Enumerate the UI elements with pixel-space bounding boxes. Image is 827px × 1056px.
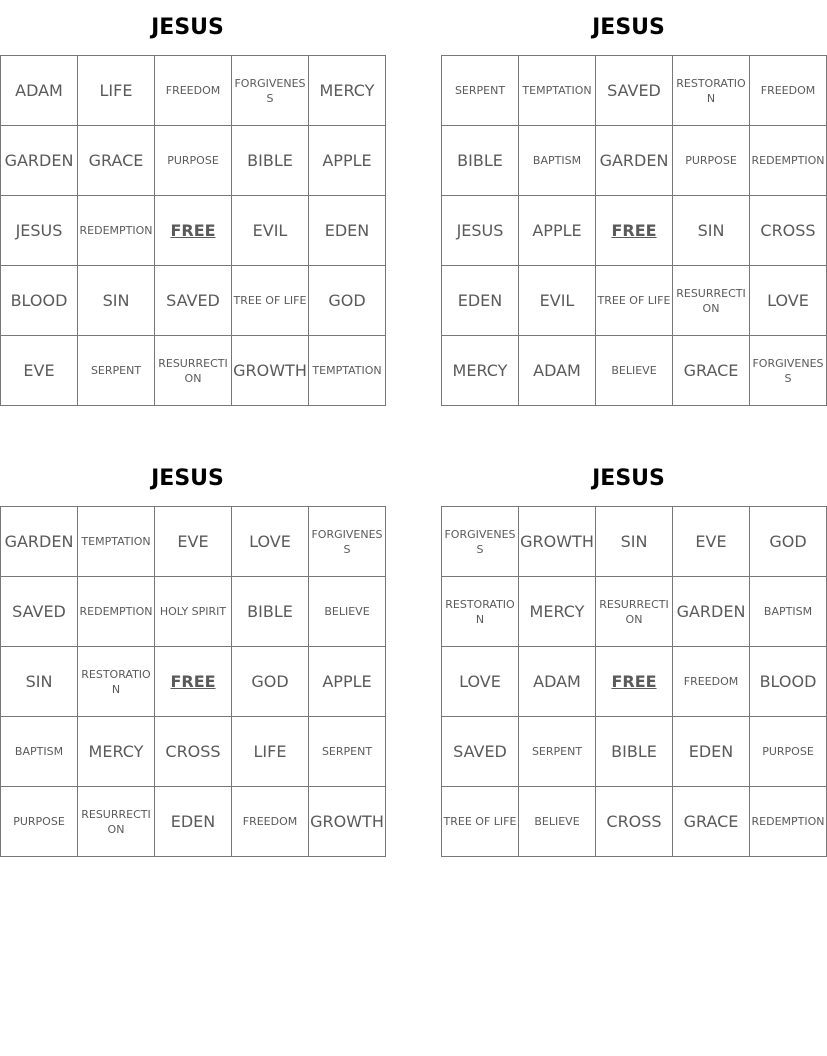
bingo-cell: LIFE (78, 56, 155, 126)
bingo-cell: CROSS (596, 787, 673, 857)
bingo-cell: SAVED (442, 717, 519, 787)
bingo-cell: BIBLE (232, 577, 309, 647)
bingo-cell: GRACE (673, 336, 750, 406)
bingo-row (1, 507, 386, 577)
bingo-cell: BAPTISM (750, 577, 827, 647)
bingo-cell: RESURRECTION (78, 787, 155, 857)
bingo-cell: APPLE (519, 196, 596, 266)
bingo-cell: TREE OF LIFE (596, 266, 673, 336)
bingo-cell: ADAM (519, 336, 596, 406)
bingo-cell: CROSS (155, 717, 232, 787)
bingo-cell: EVE (1, 336, 78, 406)
bingo-cell: JESUS (1, 196, 78, 266)
bingo-cell: FREEDOM (232, 787, 309, 857)
bingo-cell: SERPENT (442, 56, 519, 126)
card-title: JESUS (592, 15, 665, 40)
bingo-cell: BAPTISM (1, 717, 78, 787)
bingo-cell: BLOOD (1, 266, 78, 336)
bingo-cell: FREEDOM (750, 56, 827, 126)
bingo-cell: GARDEN (596, 126, 673, 196)
bingo-cell: APPLE (309, 126, 386, 196)
bingo-cell: REDEMPTION (78, 196, 155, 266)
card-title: JESUS (151, 15, 224, 40)
bingo-row (442, 56, 827, 126)
bingo-cell: JESUS (442, 196, 519, 266)
bingo-cell: BELIEVE (519, 787, 596, 857)
bingo-cell: GOD (309, 266, 386, 336)
bingo-cell: FREE (596, 647, 673, 717)
bingo-row (1, 56, 386, 126)
bingo-cell: SIN (1, 647, 78, 717)
bingo-cell: TREE OF LIFE (442, 787, 519, 857)
card-title: JESUS (592, 466, 665, 491)
bingo-row (442, 196, 827, 266)
bingo-row (442, 717, 827, 787)
bingo-cell: CROSS (750, 196, 827, 266)
bingo-cell: EVIL (232, 196, 309, 266)
bingo-row (1, 717, 386, 787)
bingo-cell: GARDEN (673, 577, 750, 647)
bingo-cell: GRACE (78, 126, 155, 196)
bingo-cell: SIN (673, 196, 750, 266)
bingo-cell: SAVED (155, 266, 232, 336)
bingo-row (1, 196, 386, 266)
bingo-cell: MERCY (309, 56, 386, 126)
bingo-cell: GRACE (673, 787, 750, 857)
bingo-row (442, 507, 827, 577)
bingo-card-4 (441, 451, 825, 857)
bingo-cell: LOVE (750, 266, 827, 336)
bingo-row (1, 577, 386, 647)
bingo-cell: GARDEN (1, 507, 78, 577)
bingo-cell: RESURRECTION (673, 266, 750, 336)
bingo-card-3 (0, 451, 384, 857)
bingo-card-2 (441, 0, 825, 406)
bingo-cell: TREE OF LIFE (232, 266, 309, 336)
bingo-cell: BIBLE (442, 126, 519, 196)
bingo-row (442, 647, 827, 717)
bingo-cell: MERCY (442, 336, 519, 406)
bingo-cell: SERPENT (519, 717, 596, 787)
bingo-cell: EVE (155, 507, 232, 577)
card-title: JESUS (151, 466, 224, 491)
bingo-cell: TEMPTATION (78, 507, 155, 577)
bingo-cell: RESURRECTION (596, 577, 673, 647)
bingo-cell: MERCY (519, 577, 596, 647)
bingo-cell: GOD (232, 647, 309, 717)
bingo-row (1, 787, 386, 857)
bingo-cell: FREE (155, 196, 232, 266)
bingo-cell: APPLE (309, 647, 386, 717)
bingo-cell: MERCY (78, 717, 155, 787)
bingo-cell: BELIEVE (309, 577, 386, 647)
bingo-grid (441, 55, 827, 406)
bingo-cell: EDEN (309, 196, 386, 266)
bingo-row (442, 266, 827, 336)
bingo-cell: EVE (673, 507, 750, 577)
bingo-grid (441, 506, 827, 857)
bingo-cell: LOVE (232, 507, 309, 577)
bingo-cell: BLOOD (750, 647, 827, 717)
bingo-cell: FREEDOM (673, 647, 750, 717)
bingo-cell: BAPTISM (519, 126, 596, 196)
bingo-cell: TEMPTATION (519, 56, 596, 126)
bingo-cell: SAVED (596, 56, 673, 126)
bingo-cell: TEMPTATION (309, 336, 386, 406)
bingo-cell: RESTORATION (78, 647, 155, 717)
bingo-cell: SERPENT (309, 717, 386, 787)
bingo-cell: ADAM (519, 647, 596, 717)
bingo-row (1, 126, 386, 196)
bingo-cell: RESTORATION (442, 577, 519, 647)
bingo-cell: FORGIVENESS (442, 507, 519, 577)
bingo-cell: REDEMPTION (750, 126, 827, 196)
bingo-cell: GROWTH (519, 507, 596, 577)
bingo-row (442, 126, 827, 196)
bingo-grid (0, 506, 386, 857)
bingo-cell: FORGIVENESS (309, 507, 386, 577)
bingo-cell: RESURRECTION (155, 336, 232, 406)
bingo-cell: RESTORATION (673, 56, 750, 126)
bingo-cell: FREE (155, 647, 232, 717)
bingo-cell: GOD (750, 507, 827, 577)
bingo-cell: SERPENT (78, 336, 155, 406)
bingo-row (442, 336, 827, 406)
bingo-cell: GARDEN (1, 126, 78, 196)
bingo-row (1, 266, 386, 336)
bingo-grid (0, 55, 386, 406)
bingo-cell: EDEN (673, 717, 750, 787)
bingo-row (442, 577, 827, 647)
bingo-cell: BELIEVE (596, 336, 673, 406)
bingo-cell: REDEMPTION (750, 787, 827, 857)
bingo-cell: EDEN (155, 787, 232, 857)
bingo-cell: GROWTH (232, 336, 309, 406)
bingo-row (442, 787, 827, 857)
bingo-cell: LIFE (232, 717, 309, 787)
bingo-cell: EDEN (442, 266, 519, 336)
bingo-cell: HOLY SPIRIT (155, 577, 232, 647)
bingo-row (1, 336, 386, 406)
bingo-cell: GROWTH (309, 787, 386, 857)
bingo-cell: FREE (596, 196, 673, 266)
bingo-cell: BIBLE (232, 126, 309, 196)
bingo-cell: PURPOSE (673, 126, 750, 196)
bingo-cell: FORGIVENESS (232, 56, 309, 126)
bingo-cell: ADAM (1, 56, 78, 126)
bingo-cell: LOVE (442, 647, 519, 717)
bingo-cell: BIBLE (596, 717, 673, 787)
bingo-cell: FORGIVENESS (750, 336, 827, 406)
bingo-cell: FREEDOM (155, 56, 232, 126)
bingo-row (1, 647, 386, 717)
bingo-cell: EVIL (519, 266, 596, 336)
bingo-cell: SAVED (1, 577, 78, 647)
bingo-cell: PURPOSE (750, 717, 827, 787)
bingo-cell: SIN (78, 266, 155, 336)
bingo-cell: SIN (596, 507, 673, 577)
bingo-cell: REDEMPTION (78, 577, 155, 647)
bingo-cell: PURPOSE (1, 787, 78, 857)
bingo-cell: PURPOSE (155, 126, 232, 196)
bingo-card-1 (0, 0, 382, 406)
